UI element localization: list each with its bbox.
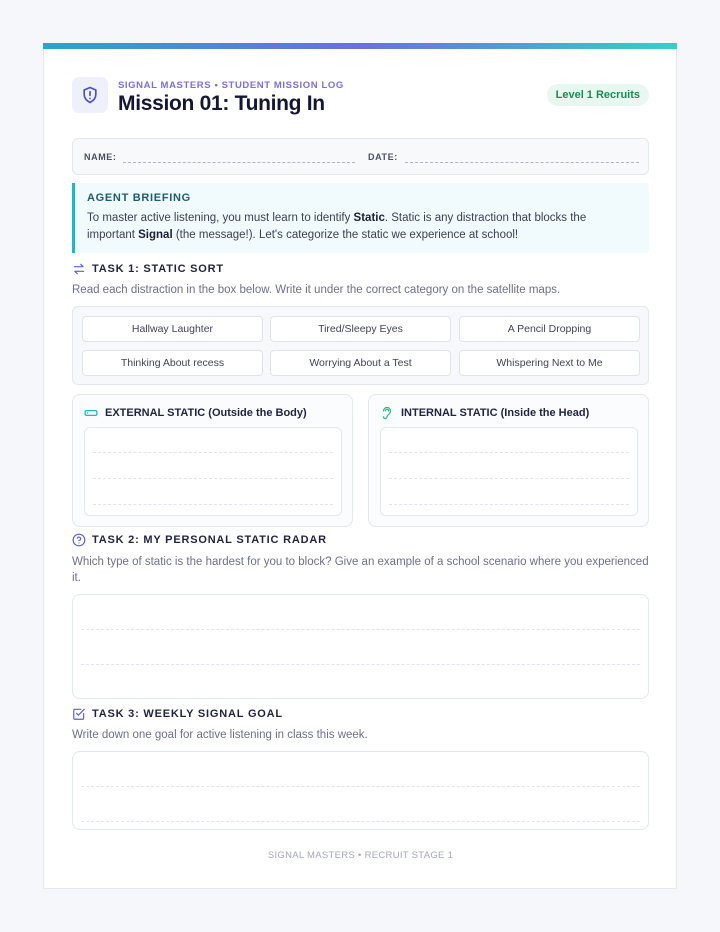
worksheet-page — [43, 43, 677, 889]
word-chip: A Pencil Dropping — [459, 316, 640, 342]
swap-arrows-icon — [72, 262, 86, 276]
task3-heading — [72, 706, 283, 722]
task1-heading — [72, 261, 224, 277]
level-badge: Level 1 Recruits — [547, 84, 649, 106]
page-footer: SIGNAL MASTERS • RECRUIT STAGE 1 — [267, 850, 454, 861]
shield-alert-icon — [72, 77, 108, 113]
word-chip: Hallway Laughter — [82, 316, 263, 342]
task1-title: TASK 1: STATIC SORT — [92, 263, 224, 275]
internal-static-answer-area[interactable] — [380, 427, 638, 516]
radio-icon — [84, 406, 98, 420]
date-label: DATE: — [368, 152, 398, 162]
word-chip: Worrying About a Test — [270, 350, 451, 376]
briefing-title: AGENT BRIEFING — [87, 192, 191, 204]
task2-description: Which type of static is the hardest for you to block? Give an example of a school scenario where you experienced it. — [72, 556, 649, 584]
task1-description: Read each distraction in the box below. Write it under the correct category on the satellite maps. — [72, 284, 561, 296]
name-label: NAME: — [84, 152, 117, 162]
ruled-line — [389, 478, 629, 479]
ruled-line — [389, 504, 629, 505]
briefing-text: To master active listening, you must learn to identify Static. Static is any distraction that blocks the important Signal (the message!). Let's categorize the static we experience at school! — [87, 212, 587, 241]
header — [72, 77, 649, 117]
date-field[interactable] — [405, 162, 639, 163]
gradient-top-bar — [43, 43, 677, 49]
word-chip: Whispering Next to Me — [459, 350, 640, 376]
task2-title: TASK 2: MY PERSONAL STATIC RADAR — [92, 534, 327, 546]
question-circle-icon — [72, 533, 86, 547]
external-static-box — [72, 394, 353, 527]
task2-heading — [72, 532, 327, 548]
ear-icon — [380, 406, 394, 420]
word-bank — [72, 306, 649, 385]
internal-static-box — [368, 394, 649, 527]
ruled-line — [389, 452, 629, 453]
ruled-line — [93, 452, 333, 453]
ruled-line — [81, 786, 640, 787]
name-date-box — [72, 138, 649, 175]
header-eyebrow: SIGNAL MASTERS • STUDENT MISSION LOG — [118, 80, 344, 91]
task3-answer-area[interactable] — [72, 751, 649, 830]
name-field[interactable] — [123, 162, 355, 163]
ruled-line — [81, 629, 640, 630]
ruled-line — [81, 664, 640, 665]
task3-title: TASK 3: WEEKLY SIGNAL GOAL — [92, 708, 283, 720]
agent-briefing — [72, 183, 649, 253]
task2-answer-area[interactable] — [72, 594, 649, 699]
ruled-line — [81, 821, 640, 822]
word-chip: Tired/Sleepy Eyes — [270, 316, 451, 342]
external-static-heading — [84, 406, 307, 420]
page-title: Mission 01: Tuning In — [118, 92, 325, 115]
word-chip: Thinking About recess — [82, 350, 263, 376]
ruled-line — [93, 478, 333, 479]
external-static-answer-area[interactable] — [84, 427, 342, 516]
checkbox-icon — [72, 707, 86, 721]
external-static-title: EXTERNAL STATIC (Outside the Body) — [105, 407, 307, 419]
internal-static-heading — [380, 406, 589, 420]
ruled-line — [93, 504, 333, 505]
task3-description: Write down one goal for active listening in class this week. — [72, 729, 368, 741]
internal-static-title: INTERNAL STATIC (Inside the Head) — [401, 407, 590, 419]
